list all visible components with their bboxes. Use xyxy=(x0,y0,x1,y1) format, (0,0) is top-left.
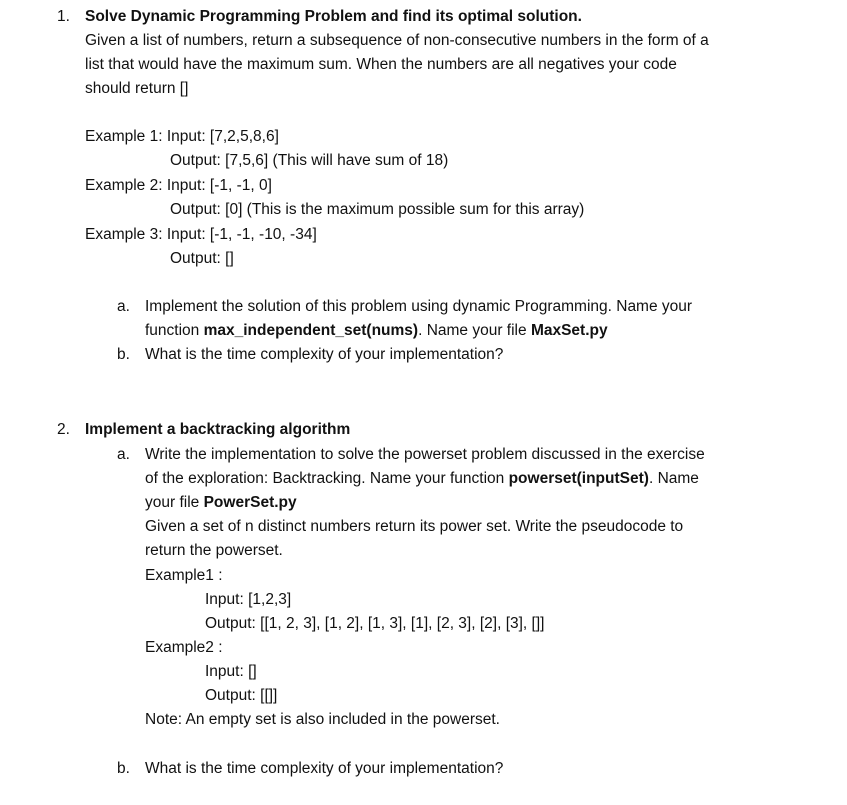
q1-a-marker: a. xyxy=(117,298,130,315)
q2-b-marker: b. xyxy=(117,760,130,777)
q1-example-2-input: Example 2: Input: [-1, -1, 0] xyxy=(85,177,272,194)
q1-a-line-1: Implement the solution of this problem using dynamic Programming. Name your xyxy=(145,298,693,315)
q2-a-line-1: Write the implementation to solve the powerset problem discussed in the exercise xyxy=(145,446,705,463)
q2-a-l2-post: . Name xyxy=(648,470,699,487)
q1-example-3-input: Example 3: Input: [-1, -1, -10, -34] xyxy=(85,226,317,243)
q1-example-1-input: Example 1: Input: [7,2,5,8,6] xyxy=(85,128,279,145)
q1-a-pre: function xyxy=(145,322,204,339)
q1-desc-line-2: list that would have the maximum sum. When the numbers are all negatives your code xyxy=(85,56,677,73)
q2-example-2-label: Example2 : xyxy=(145,639,223,656)
q2-title: Implement a backtracking algorithm xyxy=(85,421,351,438)
q1-a-function-name: max_independent_set(nums) xyxy=(203,322,419,339)
q2-example-1-input: Input: [1,2,3] xyxy=(205,591,292,608)
q1-a-line-2 xyxy=(145,321,608,341)
q2-a-desc-line-1: Given a set of n distinct numbers return its power set. Write the pseudocode to xyxy=(145,518,684,535)
q1-title: Solve Dynamic Programming Problem and find its optimal solution. xyxy=(85,8,582,25)
q2-number: 2. xyxy=(57,421,70,438)
q2-a-l3-pre: your file xyxy=(145,494,204,511)
q1-b-marker: b. xyxy=(117,346,130,363)
q2-a-line-3 xyxy=(145,493,297,513)
q1-desc-line-3: should return [] xyxy=(85,80,189,97)
q2-a-l2-pre: of the exploration: Backtracking. Name your function xyxy=(145,470,509,487)
q2-b-text: What is the time complexity of your implementation? xyxy=(145,760,504,777)
q2-a-file-name: PowerSet.py xyxy=(203,494,297,511)
q2-a-line-2 xyxy=(145,469,699,489)
q1-example-3-output: Output: [] xyxy=(170,250,234,267)
q1-number: 1. xyxy=(57,8,70,25)
q1-a-file-name: MaxSet.py xyxy=(530,322,608,339)
q2-example-2-input: Input: [] xyxy=(205,663,257,680)
q2-a-marker: a. xyxy=(117,446,130,463)
q2-a-desc-line-2: return the powerset. xyxy=(145,542,283,559)
q2-note: Note: An empty set is also included in the powerset. xyxy=(145,711,500,728)
q1-b-text: What is the time complexity of your implementation? xyxy=(145,346,504,363)
q1-example-1-output: Output: [7,5,6] (This will have sum of 18) xyxy=(170,152,449,169)
q2-a-function-name: powerset(inputSet) xyxy=(508,470,649,487)
q2-example-1-output: Output: [[1, 2, 3], [1, 2], [1, 3], [1], [2, 3], [2], [3], []] xyxy=(205,615,545,632)
q1-desc-line-1: Given a list of numbers, return a subsequence of non-consecutive numbers in the form of a xyxy=(85,32,709,49)
q2-example-1-label: Example1 : xyxy=(145,567,223,584)
q2-example-2-output: Output: [[]] xyxy=(205,687,278,704)
q1-a-mid: . Name your file xyxy=(418,322,531,339)
q1-example-2-output: Output: [0] (This is the maximum possible sum for this array) xyxy=(170,201,585,218)
